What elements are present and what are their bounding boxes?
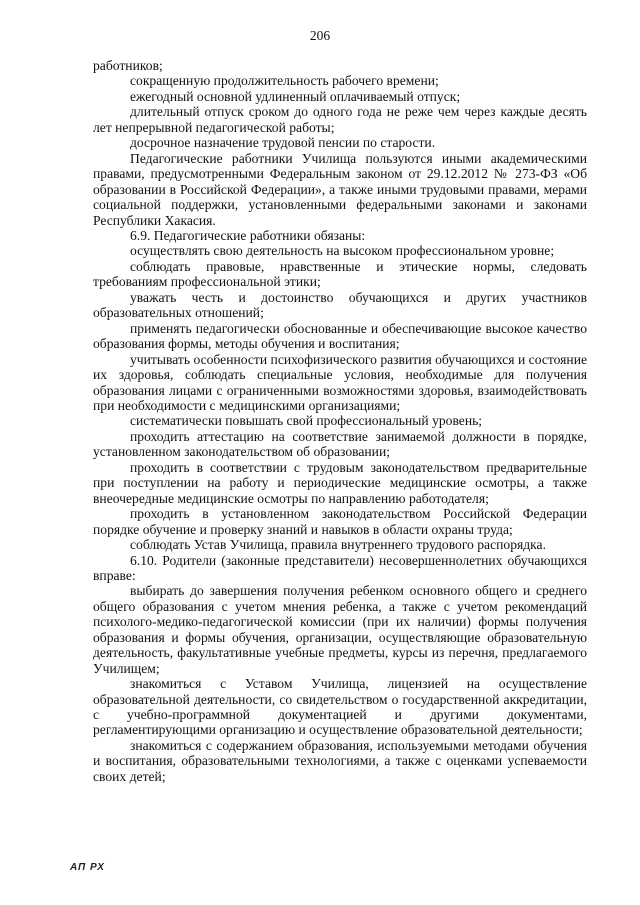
paragraph: длительный отпуск сроком до одного года не реже чем через каждые десять лет непрерывной педагогической работы; bbox=[93, 104, 587, 135]
paragraph: применять педагогически обоснованные и обеспечивающие высокое качество образования формы, методы обучения и воспитания; bbox=[93, 320, 587, 352]
paragraph: работников; bbox=[93, 58, 163, 73]
page-number: 206 bbox=[309, 28, 331, 43]
paragraph: Педагогические работники Училища пользуются иными академическими правами, предусмотренными Федеральным законом от 29.12.2012 № 273-ФЗ «Об образовании в Российской Федерации», а также иными трудовыми правами, мерами социальной поддержки, установленными федеральными законами и законами Республики Хакасия. bbox=[93, 150, 587, 228]
paragraph: сокращенную продолжительность рабочего времени; bbox=[130, 73, 439, 89]
document-body bbox=[93, 58, 587, 784]
paragraph: учитывать особенности психофизического развития обучающихся и состояние их здоровья, соблюдать специальные условия, необходимые для получения образования лицами с ограниченными возможностями здоровья, взаимодействовать при необходимости с медицинскими организациями; bbox=[93, 351, 587, 413]
paragraph: проходить в установленном законодательством Российской Федерации порядке обучение и проверку знаний и навыков в области охраны труда; bbox=[93, 506, 587, 537]
paragraph: проходить в соответствии с трудовым законодательством предварительные при поступлении на работу и периодические медицинские осмотры, а также внеочередные медицинские осмотры по направлению работодателя; bbox=[93, 459, 587, 506]
paragraph: соблюдать Устав Училища, правила внутреннего трудового распорядка. bbox=[130, 537, 546, 553]
paragraph: систематически повышать свой профессиональный уровень; bbox=[130, 413, 483, 429]
paragraph: осуществлять свою деятельность на высоком профессиональном уровне; bbox=[130, 243, 555, 259]
section-heading: 6.10. Родители (законные представители) несовершеннолетних обучающихся вправе: bbox=[93, 552, 587, 583]
paragraph: досрочное назначение трудовой пенсии по старости. bbox=[130, 135, 436, 151]
paragraph: знакомиться с Уставом Училища, лицензией на осуществление образовательной деятельности, со свидетельством о государственной аккредитации, с учебно-программной документацией и другими документами, регламентирующими организацию и осуществление образовательной деятельности; bbox=[93, 676, 587, 738]
paragraph: соблюдать правовые, нравственные и этические нормы, следовать требованиям профессиональной этики; bbox=[93, 258, 587, 290]
archive-mark: АП РХ bbox=[70, 862, 105, 873]
paragraph: ежегодный основной удлиненный оплачиваемый отпуск; bbox=[130, 88, 461, 104]
paragraph: проходить аттестацию на соответствие занимаемой должности в порядке, установленном законодательством об образовании; bbox=[93, 428, 587, 460]
paragraph: знакомиться с содержанием образования, используемыми методами обучения и воспитания, образовательными технологиями, а также с оценками успеваемости своих детей; bbox=[93, 737, 587, 784]
section-heading: 6.9. Педагогические работники обязаны: bbox=[130, 227, 366, 243]
paragraph: выбирать до завершения получения ребенком основного общего и среднего общего образования с учетом мнения ребенка, а также с учетом рекомендаций психолого-медико-педагогической комиссии (при их наличии) формы получения образования и формы обучения, организации, осуществляющие образовательную деятельность, факультативные учебные предметы, курсы из перечня, предлагаемого Училищем; bbox=[93, 583, 587, 676]
paragraph: уважать честь и достоинство обучающихся и других участников образовательных отношений; bbox=[93, 289, 587, 321]
